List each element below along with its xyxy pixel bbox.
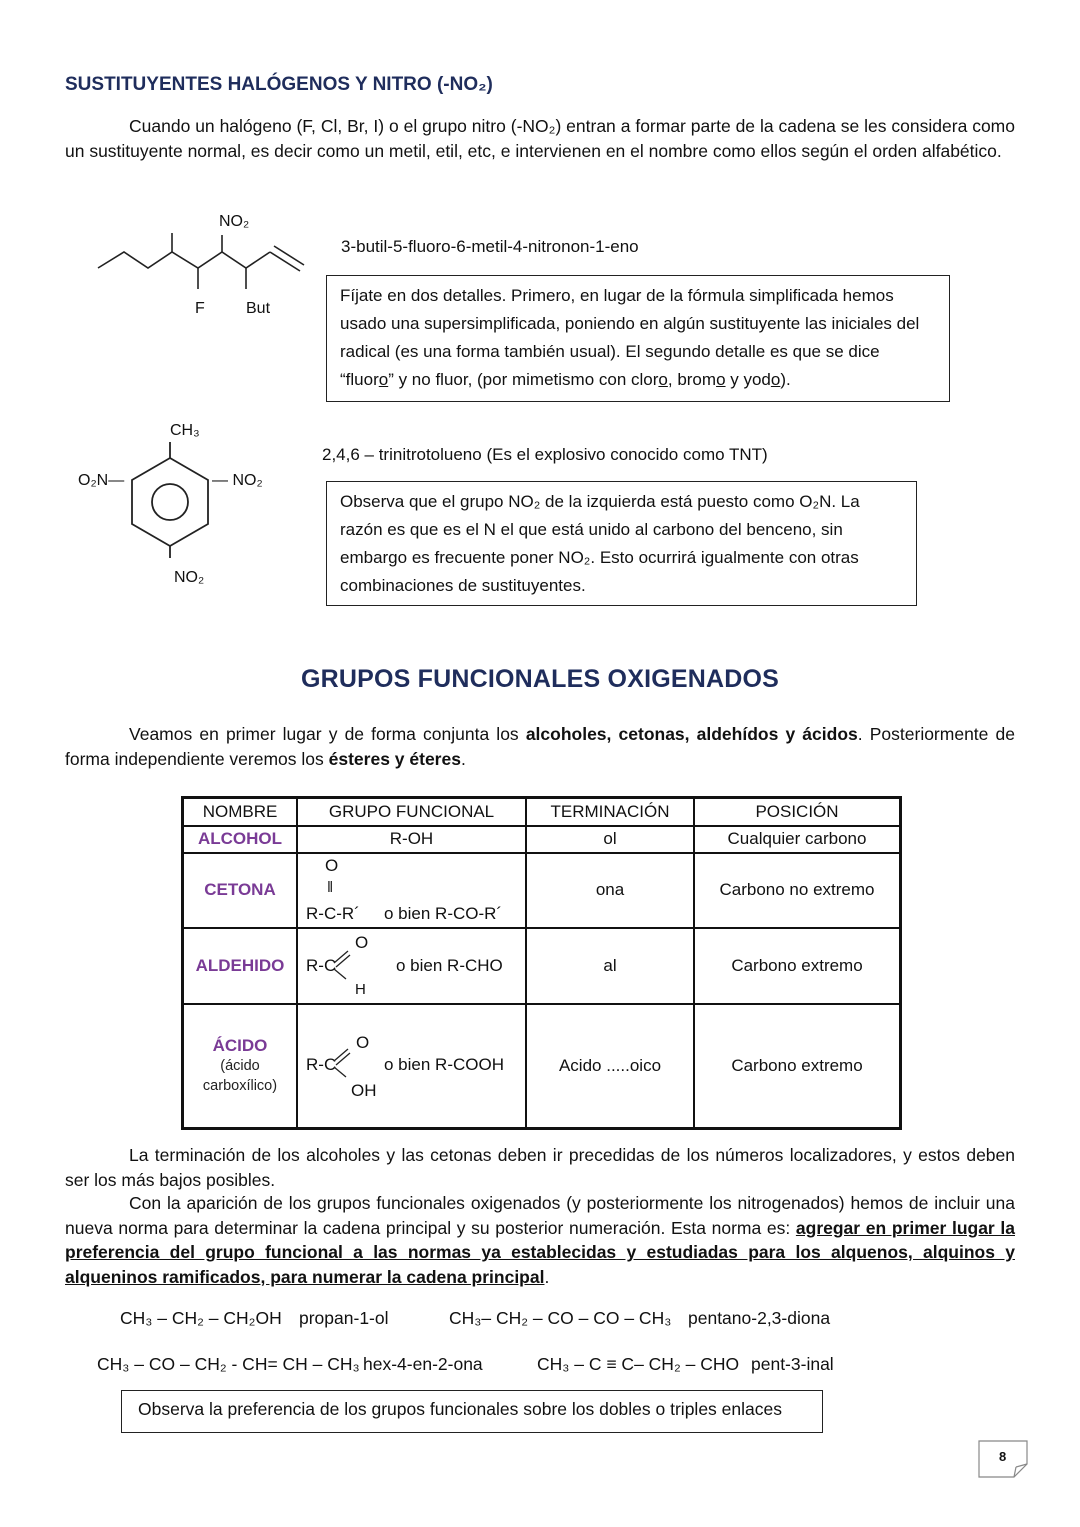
note-box-2: Observa que el grupo NO₂ de la izquierda está puesto como O₂N. La razón es que es el N el que está unido al carbono del benceno, sin embargo es frecuente poner NO₂. Esto ocurrirá igualmente con otras combinaciones de sustituyentes. [326,481,917,606]
name-2: pentano-2,3-diona [688,1308,831,1328]
cetona-ending: ona [526,853,694,928]
formula-3: CH₃ – CO – CH₂ - CH= CH – CH₃ [97,1354,360,1374]
header-terminacion: TERMINACIÓN [526,798,694,826]
alcohol-group: R-OH [297,826,526,853]
o2n-label: O₂N— [78,472,125,489]
table-row [183,853,901,928]
acido-position: Carbono extremo [694,1004,901,1129]
aldehido-ending: al [526,928,694,1004]
paragraph-localizers: La terminación de los alcoholes y las cetonas deben ir precedidas de los números localizadores, y estos deben ser los más bajos posibles. [65,1145,1015,1190]
section2-intro: Veamos en primer lugar y de forma conjunta los alcoholes, cetonas, aldehídos y ácidos. Posteriormente de forma independiente veremos los ésteres y éteres. [65,724,1015,769]
formula-1: CH₃ – CH₂ – CH₂OH [120,1308,282,1328]
section-title: SUSTITUYENTES HALÓGENOS Y NITRO (-NO₂) [65,74,493,95]
no2-right-label: — NO₂ [212,472,263,489]
table-row [183,1004,901,1129]
intro-text: Cuando un halógeno (F, Cl, Br, I) o el grupo nitro (-NO₂) entran a formar parte de la cadena se les considera como un sustituyente normal, es decir como un metil, etil, etc, e intervienen en el nombre como ellos según el orden alfabético. [65,116,1015,161]
name-4: pent-3-inal [751,1354,834,1374]
cetona-name: CETONA [183,853,298,928]
final-note-box: Observa la preferencia de los grupos funcionales sobre los dobles o triples enlaces [121,1390,823,1433]
tnt-structure [110,440,230,560]
compound-name-2: 2,4,6 – trinitrotolueno (Es el explosivo conocido como TNT) [322,445,768,464]
intro-paragraph [65,114,1015,163]
table-row [183,826,901,853]
header-posicion: POSICIÓN [694,798,901,826]
aldehido-group: R-C O H o bien R-CHO [297,928,526,1004]
page-number: 8 [999,1449,1007,1464]
aldehido-position: Carbono extremo [694,928,901,1004]
aldehido-name: ALDEHIDO [183,928,298,1004]
no2-label: NO₂ [219,213,250,230]
nitro-chain-structure [90,205,320,325]
acido-group: R-C O OH o bien R-COOH [297,1004,526,1129]
header-grupo: GRUPO FUNCIONAL [297,798,526,826]
f-label: F [195,300,205,317]
table-row [183,928,901,1004]
cetona-group: O ‖ R-C-R´ o bien R-CO-R´ [297,853,526,928]
name-3: hex-4-en-2-ona [363,1354,483,1374]
compound-name-1: 3-butil-5-fluoro-6-metil-4-nitronon-1-eno [341,237,639,256]
formula-4: CH₃ – C ≡ C– CH₂ – CHO [537,1354,740,1374]
name-1: propan-1-ol [299,1308,389,1328]
ch3-label: CH₃ [170,422,200,439]
section2-title: GRUPOS FUNCIONALES OXIGENADOS [300,665,780,693]
header-nombre: NOMBRE [183,798,298,826]
no2-bottom-label: NO₂ [174,569,205,586]
functional-groups-table [181,796,902,1130]
alcohol-name: ALCOHOL [183,826,298,853]
acido-ending: Acido .....oico [526,1004,694,1129]
alcohol-ending: ol [526,826,694,853]
formula-2: CH₃– CH₂ – CO – CO – CH₃ [449,1308,672,1328]
alcohol-position: Cualquier carbono [694,826,901,853]
but-label: But [246,300,271,317]
note-box-1: Fíjate en dos detalles. Primero, en lugar de la fórmula simplificada hemos usado una supersimplificada, poniendo en algún sustituyente las iniciales del radical (es una forma también usual). El segundo detalle es que se dice “fluoro” y no fluor, (por mimetismo con cloro, bromo y yodo). [326,275,950,402]
cetona-position: Carbono no extremo [694,853,901,928]
acido-name: ÁCIDO (ácido carboxílico) [183,1004,298,1129]
paragraph-rule: Con la aparición de los grupos funcionales oxigenados (y posteriormente los nitrogenados) hemos de incluir una nueva norma para determinar la cadena principal y su posterior numeración. Esta norma es: agregar en primer lugar la preferencia del grupo funcional a las normas ya establecidas y estudiadas para los alquenos, alquinos y alqueninos ramificados, para numerar la cadena principal. [65,1193,1015,1287]
